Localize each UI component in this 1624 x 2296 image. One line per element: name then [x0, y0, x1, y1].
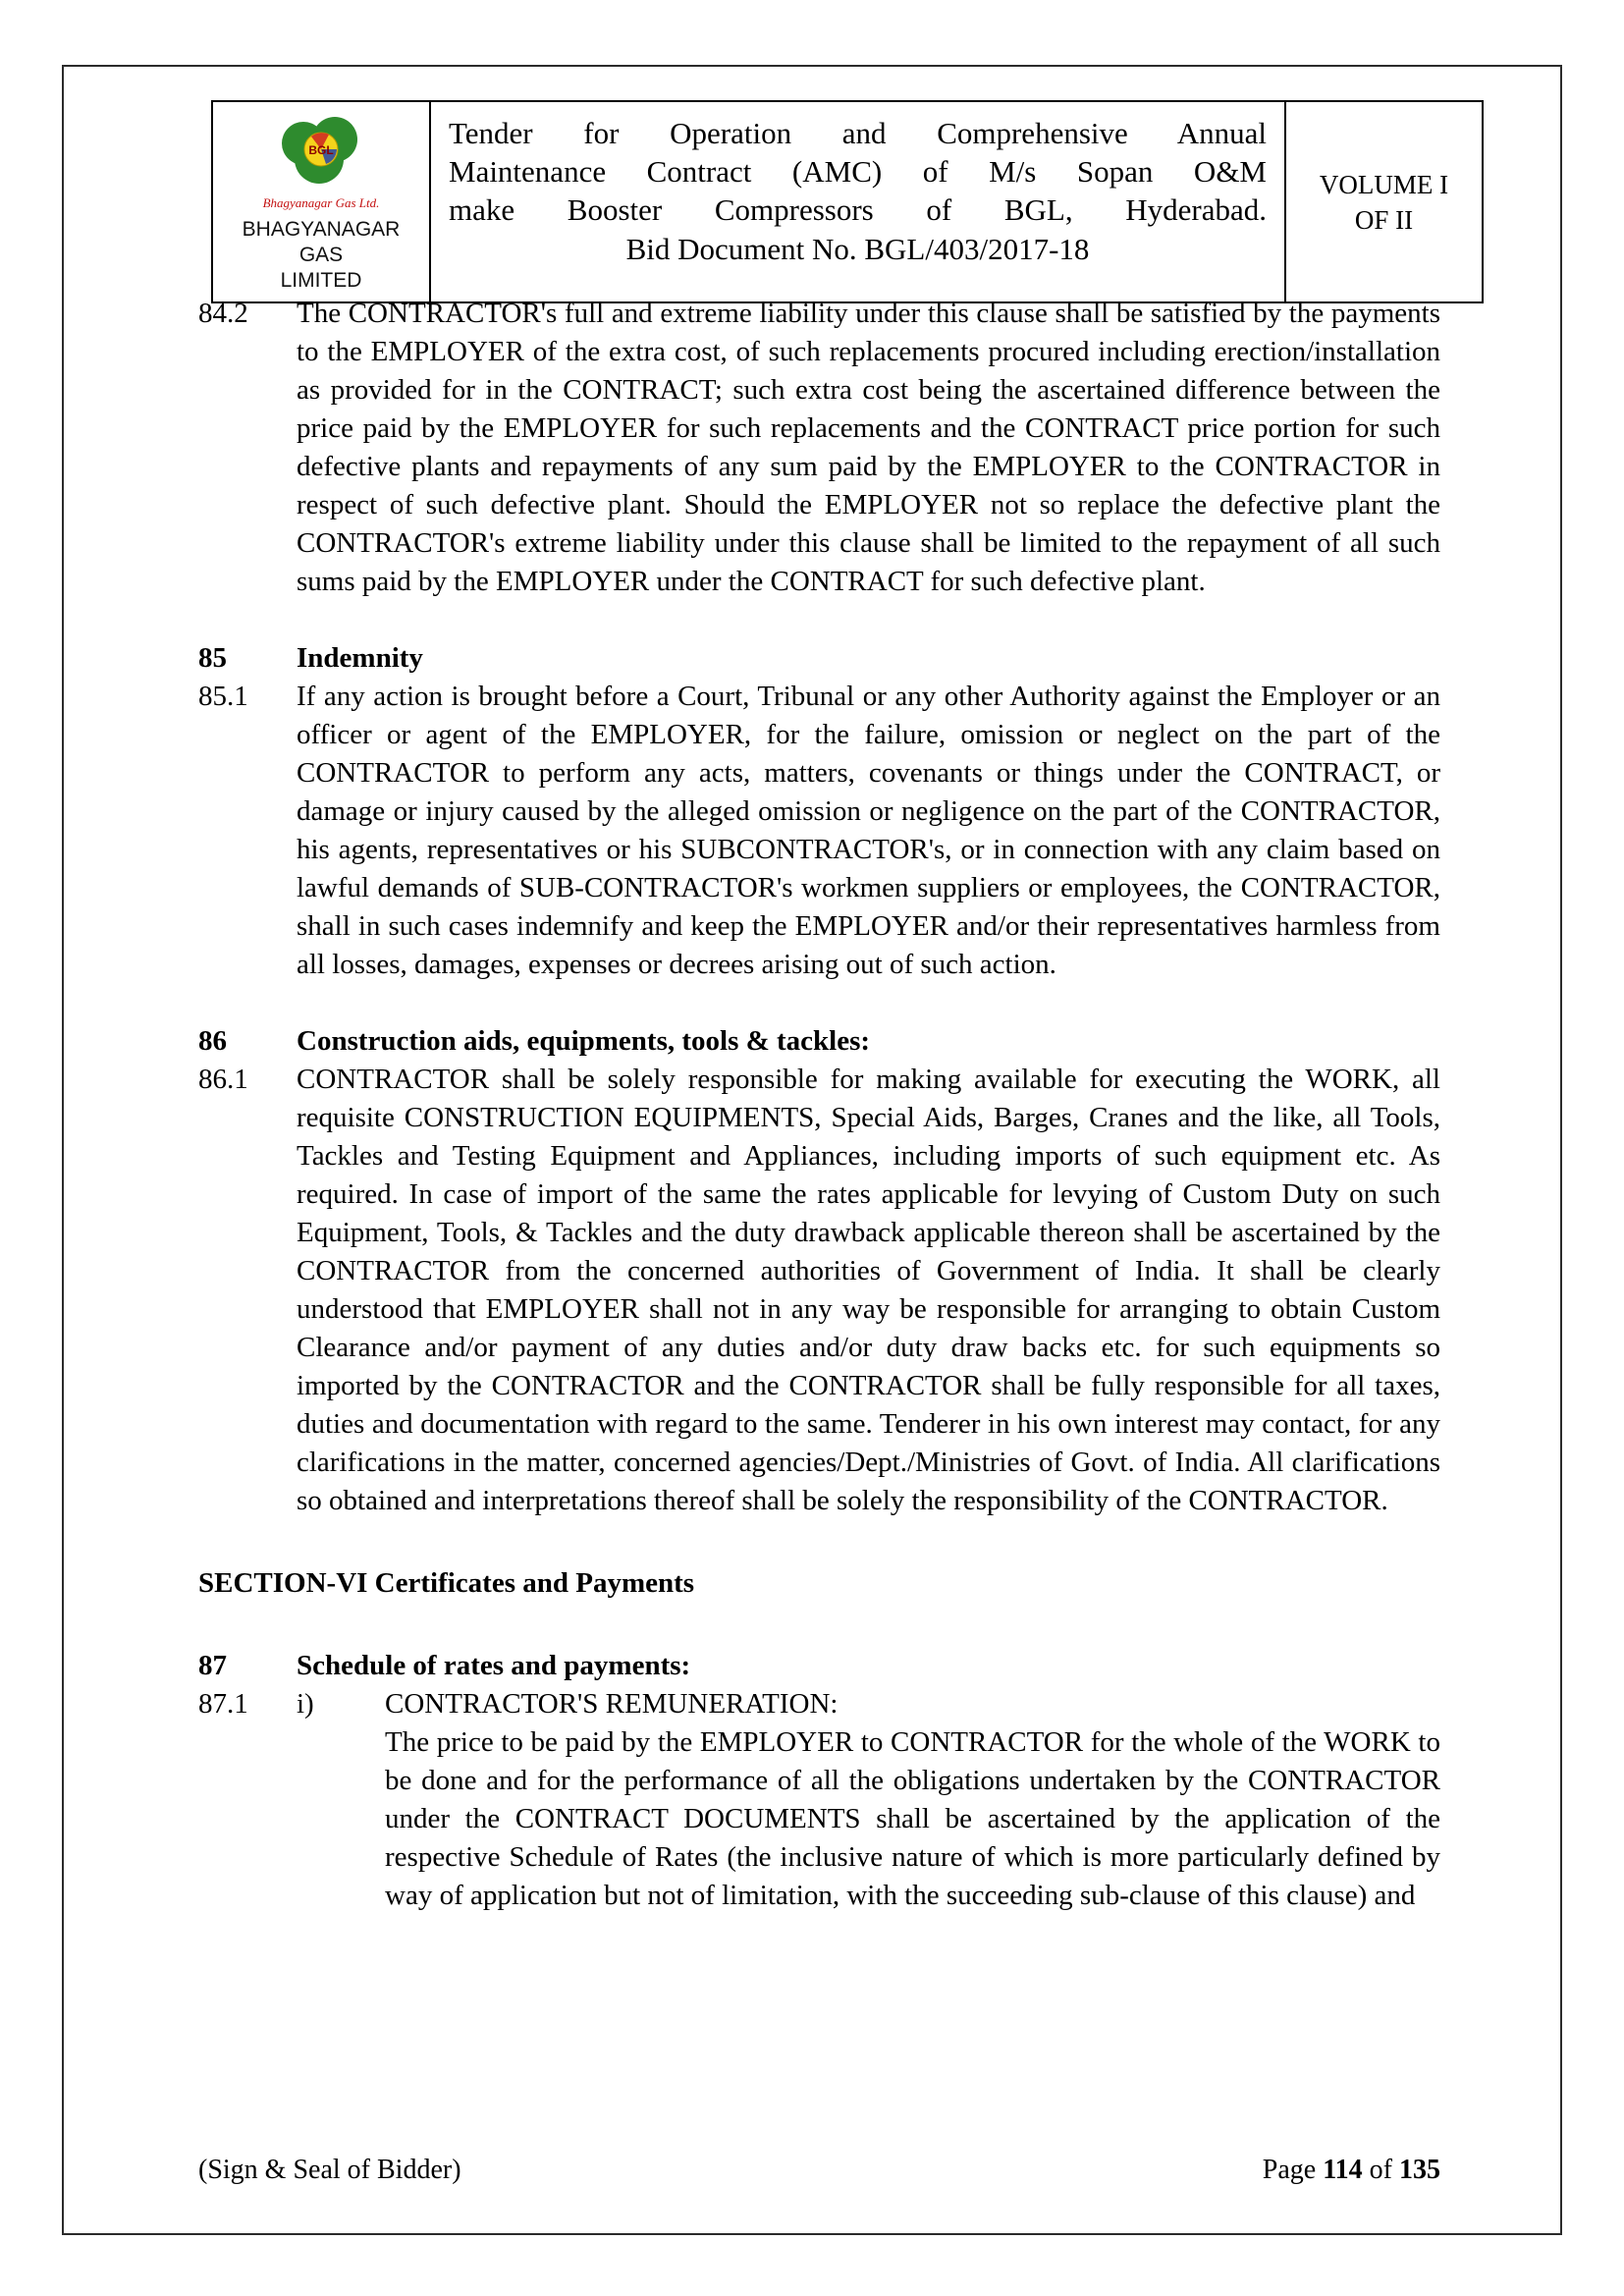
tender-title-line1: Tender for Operation and Comprehensive Annual — [449, 116, 1267, 150]
clause-heading: Indemnity — [297, 642, 423, 674]
heading-86 — [198, 1022, 1440, 1061]
subclause-marker: i) — [297, 1688, 314, 1720]
page-total: 135 — [1399, 2155, 1440, 2185]
volume-line2: OF II — [1354, 204, 1414, 235]
bgl-logo-icon — [272, 112, 370, 194]
clause-87-1 — [198, 1685, 1440, 1915]
tender-title-cell — [429, 102, 1284, 301]
logo-cell — [213, 102, 429, 301]
clause-text: The CONTRACTOR's full and extreme liability under this clause shall be satisfied by the payments to the EMPLOYER of the extra cost, of such replacements procured including erection/installation as provided for in the CONTRACT; such extra cost being the ascertained difference between the price paid by the EMPLOYER for such replacements and the CONTRACT price portion for such defective plants and repayments of any sum paid by the EMPLOYER to the CONTRACTOR in respect of such defective plant. Should the EMPLOYER not so replace the defective plant the CONTRACTOR's extreme liability under this clause shall be limited to the repayment of all such sums paid by the EMPLOYER under the CONTRACT for such defective plant. — [297, 298, 1440, 597]
subclause-text: The price to be paid by the EMPLOYER to CONTRACTOR for the whole of the WORK to be done and for the performance of all the obligations undertaken by the CONTRACTOR under the CONTRACT DOCUMENTS shall be ascertained by the application of the respective Schedule of Rates (the inclusive nature of which is more particularly defined by way of application but not of limitation, with the succeeding sub-clause of this clause) and — [385, 1726, 1440, 1911]
volume-line1: VOLUME I — [1319, 169, 1449, 199]
clause-heading: Construction aids, equipments, tools & tackles: — [297, 1025, 871, 1057]
clause-85-1 — [198, 678, 1440, 984]
clause-number: 86 — [198, 1025, 227, 1057]
clause-heading: Schedule of rates and payments: — [297, 1650, 691, 1681]
clause-number: 85 — [198, 642, 227, 674]
page-number — [1263, 2153, 1440, 2188]
header-table — [211, 100, 1484, 303]
tender-title-line2: Maintenance Contract (AMC) of M/s Sopan O&M — [449, 154, 1267, 189]
document-body — [198, 295, 1440, 1915]
org-name — [219, 217, 423, 294]
of-word: of — [1369, 2155, 1392, 2185]
page-current: 114 — [1323, 2155, 1363, 2185]
clause-number: 87.1 — [198, 1688, 248, 1720]
heading-87 — [198, 1647, 1440, 1685]
clause-text: CONTRACTOR shall be solely responsible for making available for executing the WORK, all requisite CONSTRUCTION EQUIPMENTS, Special Aids, Barges, Cranes and the like, all Tools, Tackles and Testing Equipment and Appliances, including imports of such equipment etc. As required. In case of import of the same the rates applicable for levying of Custom Duty on such Equipment, Tools, & Tackles and the duty drawback applicable thereon shall be ascertained by the CONTRACTOR from the concerned authorities of Government of India. It shall be clearly understood that EMPLOYER shall not in any way be responsible for arranging to obtain Custom Clearance and/or payment of any duties and/or duty draw backs etc. for such equipments so imported by the CONTRACTOR and the CONTRACTOR shall be fully responsible for all taxes, duties and documentation with regard to the same. Tenderer in his own interest may contact, for any clarifications in the matter, concerned agencies/Dept./Ministries of Govt. of India. All clarifications so obtained and interpretations thereof shall be solely the responsibility of the CONTRACTOR. — [297, 1064, 1440, 1516]
org-name-line1: BHAGYANAGAR GAS — [242, 218, 401, 266]
sign-seal-note: (Sign & Seal of Bidder) — [198, 2155, 461, 2185]
page-border-frame — [62, 65, 1562, 2235]
volume-cell — [1284, 102, 1482, 301]
page-footer — [198, 2153, 1440, 2188]
page-word: Page — [1262, 2155, 1317, 2185]
clause-number: 85.1 — [198, 681, 248, 712]
clause-number: 84.2 — [198, 298, 248, 329]
section-vi-heading: SECTION-VI Certificates and Payments — [198, 1567, 695, 1599]
subclause-heading-row — [297, 1685, 1440, 1723]
clause-84-2 — [198, 295, 1440, 601]
logo-caption: Bhagyanagar Gas Ltd. — [262, 195, 380, 210]
tender-title-line3: make Booster Compressors of BGL, Hyderabad. — [449, 192, 1267, 227]
subclause — [297, 1685, 1440, 1915]
clause-number: 86.1 — [198, 1064, 248, 1095]
clause-text: If any action is brought before a Court, Tribunal or any other Authority against the Employer or an officer or agent of the EMPLOYER, for the failure, omission or neglect on the part of the CONTRACTOR to perform any acts, matters, covenants or things under the CONTRACT, or damage or injury caused by the alleged omission or negligence on the part of the CONTRACTOR, his agents, representatives or his SUBCONTRACTOR's, or in connection with any claim based on lawful demands of SUB-CONTRACTOR's workmen suppliers or employees, the CONTRACTOR, shall in such cases indemnify and keep the EMPLOYER and/or their representatives harmless from all losses, damages, expenses or decrees arising out of such action. — [297, 681, 1440, 980]
svg-text:BGL: BGL — [308, 143, 334, 157]
clause-86-1 — [198, 1061, 1440, 1520]
heading-85 — [198, 639, 1440, 678]
subclause-title: CONTRACTOR'S REMUNERATION: — [385, 1688, 839, 1720]
org-name-line2: LIMITED — [280, 269, 362, 292]
clause-number: 87 — [198, 1650, 227, 1681]
bid-document-number: Bid Document No. BGL/403/2017-18 — [625, 232, 1090, 266]
